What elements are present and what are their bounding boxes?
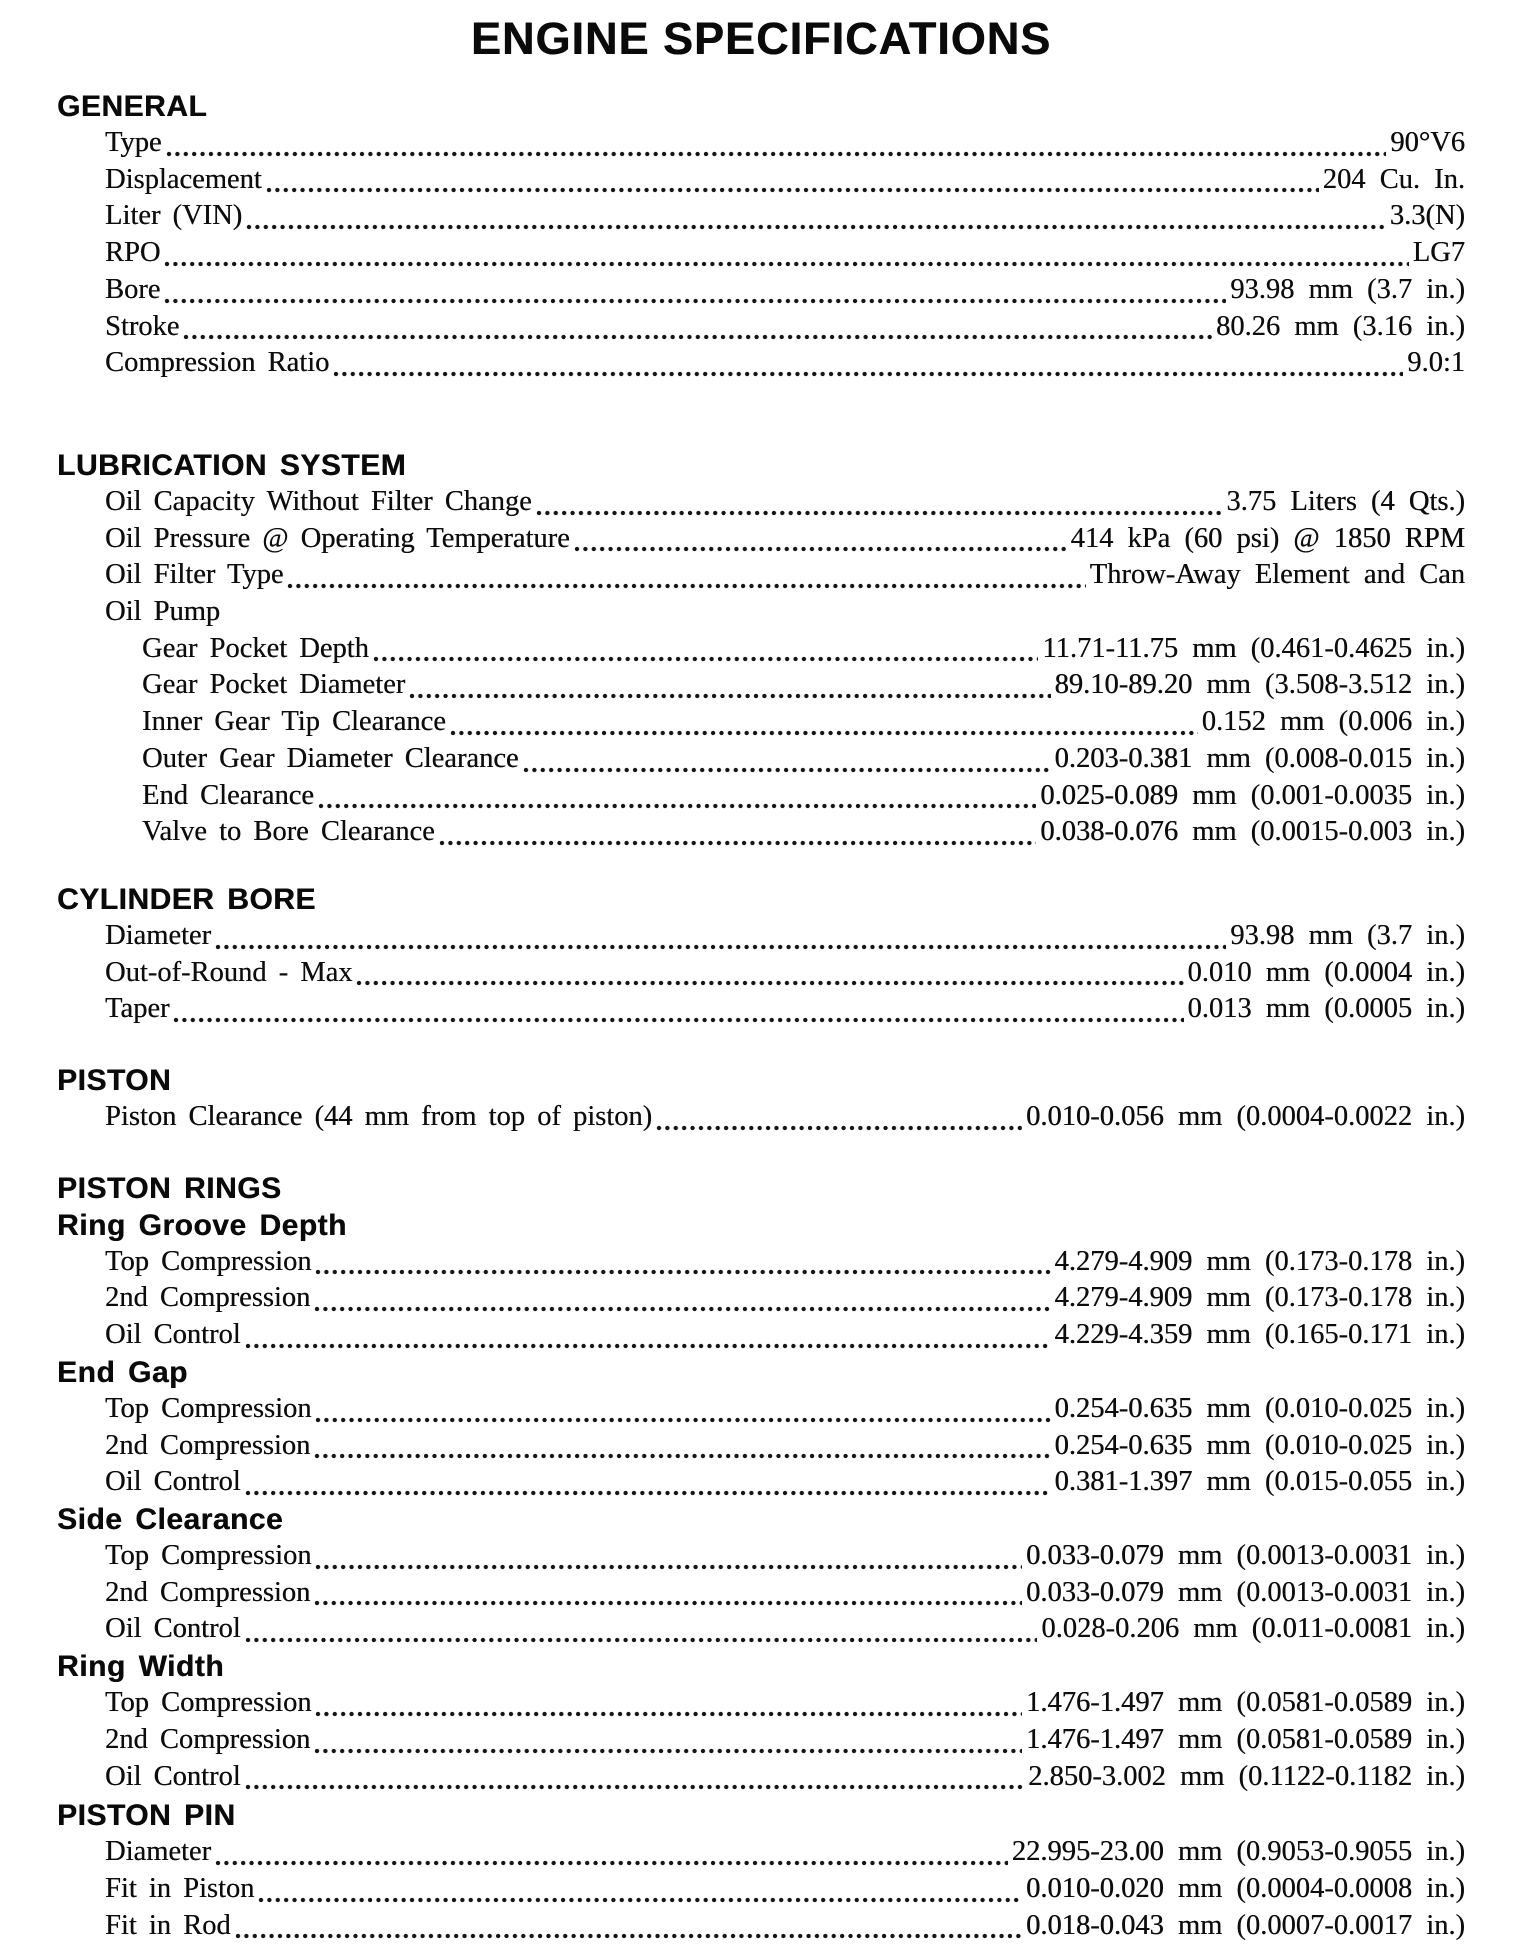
section-heading: CYLINDER BORE bbox=[57, 882, 316, 916]
dot-leader bbox=[313, 1747, 1022, 1755]
spec-label: Valve to Bore Clearance bbox=[142, 816, 435, 848]
spec-section bbox=[57, 881, 1465, 1028]
spec-label: RPO bbox=[105, 237, 161, 269]
spec-row bbox=[57, 1834, 1465, 1871]
spec-row bbox=[57, 1575, 1465, 1612]
dot-leader bbox=[182, 333, 1212, 341]
spec-label: Bore bbox=[105, 273, 161, 305]
section-body bbox=[57, 1099, 1465, 1136]
spec-row bbox=[57, 741, 1465, 778]
spec-label: Outer Gear Diameter Clearance bbox=[142, 742, 519, 774]
dot-leader bbox=[372, 655, 1039, 663]
spec-row bbox=[57, 1244, 1465, 1281]
spec-row bbox=[57, 1428, 1465, 1465]
dot-leader bbox=[313, 1305, 1050, 1313]
dot-leader bbox=[286, 582, 1085, 590]
dot-leader bbox=[165, 150, 1387, 158]
spec-row bbox=[57, 1391, 1465, 1428]
subsection-heading: Side Clearance bbox=[57, 1502, 284, 1536]
spec-label: Top Compression bbox=[105, 1245, 312, 1277]
spec-section bbox=[57, 1797, 1465, 1944]
dot-leader bbox=[332, 370, 1403, 378]
spec-label: 2nd Compression bbox=[105, 1723, 311, 1755]
spec-value: 0.152 mm (0.006 in.) bbox=[1201, 706, 1465, 738]
spec-value: 0.018-0.043 mm (0.0007-0.0017 in.) bbox=[1026, 1909, 1465, 1941]
spec-row bbox=[57, 345, 1465, 382]
dot-leader bbox=[244, 1636, 1038, 1644]
dot-leader bbox=[573, 545, 1067, 553]
dot-leader bbox=[314, 1563, 1022, 1571]
spec-label: Oil Pressure @ Operating Temperature bbox=[105, 522, 570, 554]
spec-row bbox=[57, 1908, 1465, 1945]
spec-row bbox=[57, 1464, 1465, 1501]
dot-leader bbox=[163, 260, 1408, 268]
spec-value: 22.995-23.00 mm (0.9053-0.9055 in.) bbox=[1011, 1836, 1465, 1868]
dot-leader bbox=[314, 1268, 1050, 1276]
spec-value: 0.038-0.076 mm (0.0015-0.003 in.) bbox=[1040, 816, 1465, 848]
dot-leader bbox=[535, 509, 1223, 517]
spec-label: Oil Pump bbox=[105, 596, 221, 628]
spec-value: 0.025-0.089 mm (0.001-0.0035 in.) bbox=[1040, 779, 1465, 811]
spec-value: 93.98 mm (3.7 in.) bbox=[1230, 919, 1465, 951]
spec-value: 1.476-1.497 mm (0.0581-0.0589 in.) bbox=[1026, 1723, 1465, 1755]
spec-row bbox=[57, 1099, 1465, 1136]
spec-label: Oil Control bbox=[105, 1319, 241, 1351]
spec-label: Piston Clearance (44 mm from top of piston) bbox=[105, 1101, 653, 1133]
spec-row bbox=[57, 125, 1465, 162]
spec-row bbox=[57, 631, 1465, 668]
subsection-heading: End Gap bbox=[57, 1355, 188, 1389]
spec-label: Inner Gear Tip Clearance bbox=[142, 706, 446, 738]
spec-label: Top Compression bbox=[105, 1687, 312, 1719]
section-body bbox=[57, 125, 1465, 382]
spec-row bbox=[57, 1871, 1465, 1908]
spec-label: Type bbox=[105, 127, 162, 158]
spec-value: Throw-Away Element and Can bbox=[1089, 559, 1465, 591]
spec-row bbox=[57, 557, 1465, 594]
spec-row bbox=[57, 521, 1465, 558]
spec-label: Diameter bbox=[105, 919, 212, 951]
dot-leader bbox=[245, 223, 1386, 231]
spec-label: 2nd Compression bbox=[105, 1576, 311, 1608]
dot-leader bbox=[172, 1016, 1183, 1024]
spec-row bbox=[57, 1317, 1465, 1354]
spec-row bbox=[57, 1722, 1465, 1759]
spec-row bbox=[57, 1538, 1465, 1575]
spec-row bbox=[57, 918, 1465, 955]
dot-leader bbox=[163, 297, 1226, 305]
spec-label: Fit in Rod bbox=[105, 1909, 231, 1941]
subsection-heading: Ring Groove Depth bbox=[57, 1208, 347, 1242]
dot-leader bbox=[449, 729, 1198, 737]
section-heading: LUBRICATION SYSTEM bbox=[57, 448, 407, 482]
spec-label: Oil Control bbox=[105, 1613, 241, 1645]
spec-label: 2nd Compression bbox=[105, 1282, 311, 1314]
dot-leader bbox=[317, 802, 1036, 810]
spec-label: Out-of-Round - Max bbox=[105, 956, 353, 988]
spec-value: 4.279-4.909 mm (0.173-0.178 in.) bbox=[1054, 1245, 1465, 1277]
dot-leader bbox=[244, 1489, 1051, 1497]
dot-leader bbox=[214, 1859, 1008, 1867]
spec-label: Oil Capacity Without Filter Change bbox=[105, 485, 532, 517]
spec-value: 0.010-0.020 mm (0.0004-0.0008 in.) bbox=[1026, 1872, 1465, 1904]
spec-value: 89.10-89.20 mm (3.508-3.512 in.) bbox=[1054, 669, 1465, 701]
dot-leader bbox=[244, 1783, 1025, 1791]
dot-leader bbox=[522, 766, 1051, 774]
spec-row bbox=[57, 778, 1465, 815]
spec-value: 3.75 Liters (4 Qts.) bbox=[1226, 485, 1465, 517]
spec-label: 2nd Compression bbox=[105, 1429, 311, 1461]
spec-value: 93.98 mm (3.7 in.) bbox=[1230, 273, 1465, 305]
spec-value: 0.203-0.381 mm (0.008-0.015 in.) bbox=[1054, 742, 1465, 774]
spec-value: 414 kPa (60 psi) @ 1850 RPM bbox=[1070, 522, 1465, 554]
dot-leader bbox=[265, 186, 1319, 194]
section-body bbox=[57, 484, 1465, 851]
spec-row bbox=[57, 667, 1465, 704]
dot-leader bbox=[408, 692, 1050, 700]
dot-leader bbox=[314, 1416, 1050, 1424]
spec-row bbox=[57, 198, 1465, 235]
spec-row bbox=[57, 309, 1465, 346]
section-heading: PISTON bbox=[57, 1064, 172, 1098]
spec-label: Top Compression bbox=[105, 1392, 312, 1424]
section-heading: PISTON PIN bbox=[57, 1799, 236, 1833]
spec-value: 80.26 mm (3.16 in.) bbox=[1216, 310, 1465, 342]
spec-section bbox=[57, 88, 1465, 382]
dot-leader bbox=[234, 1932, 1022, 1940]
section-body bbox=[57, 1834, 1465, 1944]
spec-label: Stroke bbox=[105, 310, 180, 342]
spec-row bbox=[57, 814, 1465, 851]
spec-value: 0.013 mm (0.0005 in.) bbox=[1187, 993, 1465, 1025]
spec-row bbox=[57, 484, 1465, 521]
spec-label: Gear Pocket Depth bbox=[142, 632, 369, 664]
dot-leader bbox=[438, 839, 1037, 847]
spec-row bbox=[57, 162, 1465, 199]
spec-section bbox=[57, 447, 1465, 851]
spec-row bbox=[57, 272, 1465, 309]
spec-value: 0.033-0.079 mm (0.0013-0.0031 in.) bbox=[1026, 1576, 1465, 1608]
spec-value: 204 Cu. In. bbox=[1322, 163, 1465, 195]
spec-row bbox=[57, 704, 1465, 741]
spec-value: 4.229-4.359 mm (0.165-0.171 in.) bbox=[1054, 1319, 1465, 1351]
spec-label: Oil Filter Type bbox=[105, 559, 284, 591]
spec-section bbox=[57, 1170, 1465, 1795]
dot-leader bbox=[257, 1896, 1022, 1904]
sections-container bbox=[57, 88, 1465, 1944]
spec-value: LG7 bbox=[1412, 237, 1465, 269]
spec-row bbox=[57, 991, 1465, 1028]
spec-label: Displacement bbox=[105, 163, 262, 195]
section-body bbox=[57, 1207, 1465, 1795]
spec-value: 11.71-11.75 mm (0.461-0.4625 in.) bbox=[1042, 632, 1465, 664]
spec-value: 0.028-0.206 mm (0.011-0.0081 in.) bbox=[1041, 1613, 1465, 1645]
spec-section bbox=[57, 1062, 1465, 1136]
spec-value: 0.010-0.056 mm (0.0004-0.0022 in.) bbox=[1026, 1101, 1465, 1133]
spec-value: 0.254-0.635 mm (0.010-0.025 in.) bbox=[1054, 1429, 1465, 1461]
spec-row bbox=[57, 1611, 1465, 1648]
dot-leader bbox=[313, 1599, 1022, 1607]
dot-leader bbox=[655, 1124, 1022, 1132]
subsection-heading: Ring Width bbox=[57, 1650, 225, 1684]
spec-label: End Clearance bbox=[142, 779, 314, 811]
spec-label: Diameter bbox=[105, 1836, 212, 1868]
spec-value: 0.010 mm (0.0004 in.) bbox=[1187, 956, 1465, 988]
page-title: ENGINE SPECIFICATIONS bbox=[470, 13, 1052, 64]
spec-label: Taper bbox=[105, 993, 170, 1025]
dot-leader bbox=[244, 1342, 1051, 1350]
spec-value: 3.3(N) bbox=[1389, 200, 1465, 232]
dot-leader bbox=[314, 1710, 1022, 1718]
dot-leader bbox=[214, 943, 1226, 951]
spec-row bbox=[57, 1685, 1465, 1722]
section-body bbox=[57, 918, 1465, 1028]
spec-label: Oil Control bbox=[105, 1466, 241, 1498]
dot-leader bbox=[355, 979, 1183, 987]
spec-value: 90°V6 bbox=[1390, 127, 1465, 158]
spec-row bbox=[57, 235, 1465, 272]
spec-label: Liter (VIN) bbox=[105, 200, 243, 232]
dot-leader bbox=[313, 1452, 1050, 1460]
section-heading: PISTON RINGS bbox=[57, 1171, 282, 1205]
spec-value: 9.0:1 bbox=[1407, 347, 1465, 379]
spec-label: Oil Control bbox=[105, 1760, 241, 1792]
spec-value: 4.279-4.909 mm (0.173-0.178 in.) bbox=[1054, 1282, 1465, 1314]
spec-value: 0.033-0.079 mm (0.0013-0.0031 in.) bbox=[1026, 1539, 1465, 1571]
spec-row bbox=[57, 1280, 1465, 1317]
spec-value: 0.254-0.635 mm (0.010-0.025 in.) bbox=[1054, 1392, 1465, 1424]
spec-label: Compression Ratio bbox=[105, 347, 330, 379]
spec-value: 0.381-1.397 mm (0.015-0.055 in.) bbox=[1054, 1466, 1465, 1498]
spec-label: Gear Pocket Diameter bbox=[142, 669, 406, 701]
spec-row bbox=[57, 955, 1465, 992]
section-heading: GENERAL bbox=[57, 90, 208, 123]
spec-row bbox=[57, 594, 1465, 631]
spec-value: 2.850-3.002 mm (0.1122-0.1182 in.) bbox=[1028, 1760, 1465, 1792]
spec-row bbox=[57, 1759, 1465, 1796]
spec-label: Top Compression bbox=[105, 1539, 312, 1571]
spec-value: 1.476-1.497 mm (0.0581-0.0589 in.) bbox=[1026, 1687, 1465, 1719]
spec-label: Fit in Piston bbox=[105, 1872, 255, 1904]
